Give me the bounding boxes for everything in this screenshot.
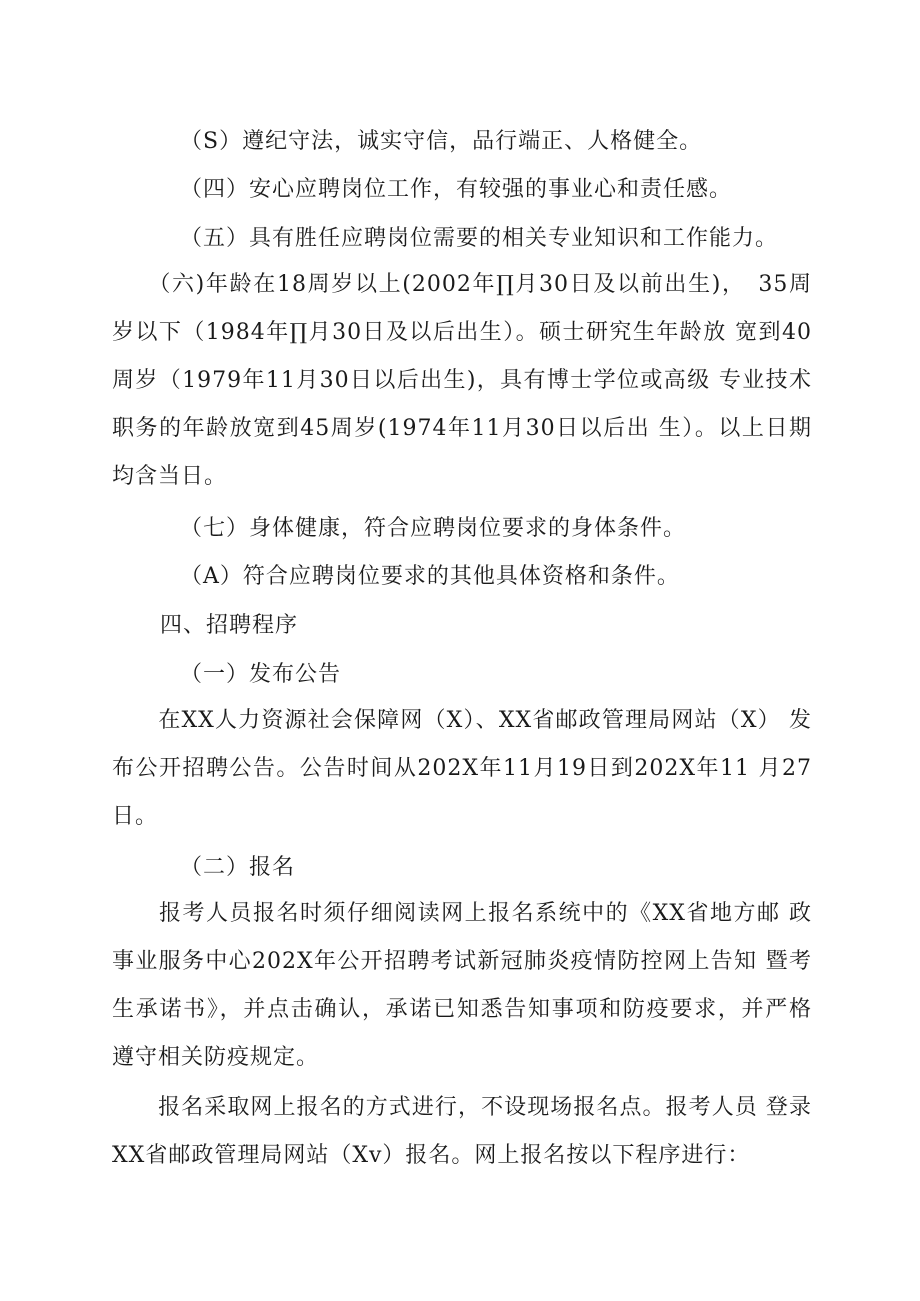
subsection-heading-registration: （二）报名 [180, 855, 296, 880]
registration-paragraph-2: 报名采取网上报名的方式进行，不设现场报名点。报考人员 登录XX省邮政管理局网站（Xv）报名。网上报名按以下程序进行： [112, 1095, 812, 1168]
section-heading-recruitment-procedure: 四、招聘程序 [160, 613, 299, 638]
registration-paragraph-1: 报考人员报名时须仔细阅读网上报名系统中的《XX省地方邮 政事业服务中心202X年公开招聘考试新冠肺炎疫情防控网上告知 暨考生承诺书》，并点击确认，承诺已知悉告知事项和防疫要求，并严格遵守相关防疫规定。 [112, 901, 812, 1070]
requirement-item-5: （五）具有胜任应聘岗位需要的相关专业知识和工作能力。 [180, 226, 779, 251]
requirement-item-4: （四）安心应聘岗位工作，有较强的事业心和责任感。 [180, 177, 733, 202]
requirement-item-a: （A）符合应聘岗位要求的其他具体资格和条件。 [180, 564, 680, 589]
requirement-item-6: （六)年龄在18周岁以上(2002年∏月30日及以前出生)， 35周岁以下（1984年∏月30日及以后出生）。硕士研究生年龄放 宽到40周岁（1979年11月30日以后出生)，具有博士学位或高级 专业技术职务的年龄放宽到45周岁(1974年11月30日以后出 生）。以上日期均含当日。 [112, 272, 812, 489]
subsection-heading-publish-notice: （一）发布公告 [180, 662, 342, 687]
requirement-item-7: （七）身体健康，符合应聘岗位要求的身体条件。 [180, 516, 687, 541]
publish-notice-paragraph: 在XX人力资源社会保障网（X）、XX省邮政管理局网站（X） 发布公开招聘公告。公告时间从202X年11月19日到202X年11 月27日。 [112, 708, 812, 829]
requirement-item-s: （S）遵纪守法，诚实守信，品行端正、人格健全。 [180, 129, 703, 154]
